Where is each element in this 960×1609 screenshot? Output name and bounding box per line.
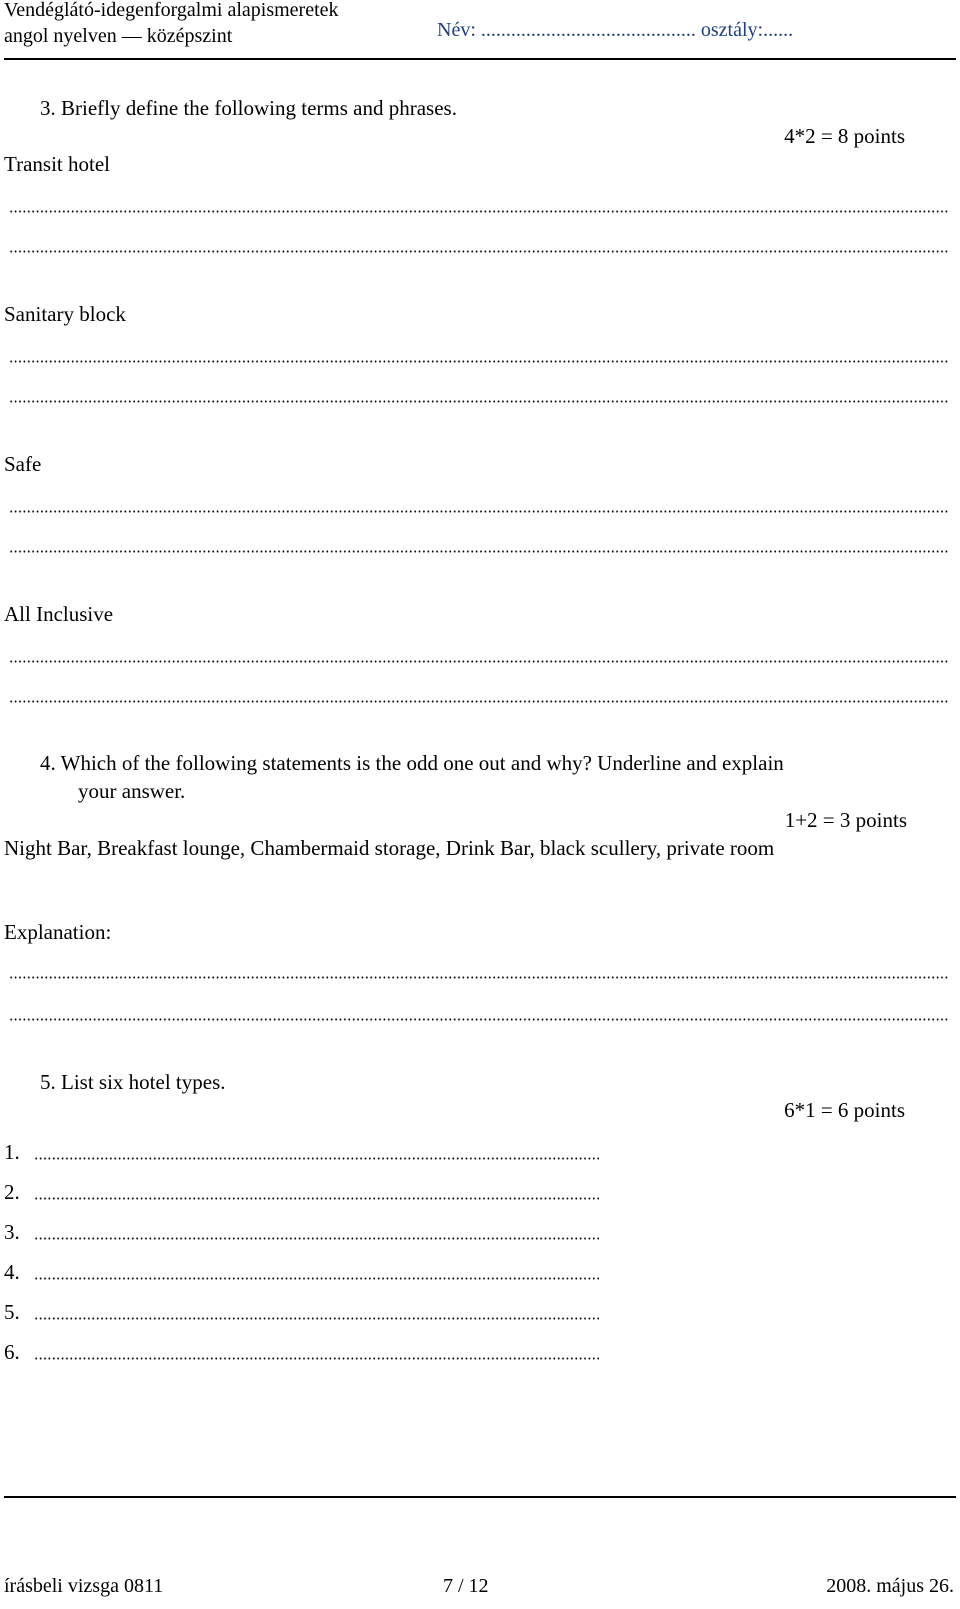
subject-title: Vendéglátó-idegenforgalmi alapismeretek [4, 0, 339, 21]
q3-answer-line[interactable] [9, 660, 950, 663]
header-rule [4, 58, 956, 60]
q4-title-continued: your answer. [78, 779, 186, 803]
q3-answer-line[interactable] [9, 360, 950, 363]
q4-statements[interactable]: Night Bar, Breakfast lounge, Chambermaid storage, Drink Bar, black scullery, private room [4, 836, 775, 860]
q3-answer-line[interactable] [9, 210, 950, 213]
q3-answer-line[interactable] [9, 700, 950, 703]
q3-term-sanitary-block: Sanitary block [4, 302, 126, 326]
item-number: 4. [4, 1260, 20, 1284]
item-number: 5. [4, 1300, 20, 1324]
q3-answer-line[interactable] [9, 550, 950, 553]
q3-answer-line[interactable] [9, 400, 950, 403]
q3-term-all-inclusive: All Inclusive [4, 602, 114, 626]
footer-exam-code: írásbeli vizsga 0811 [4, 1575, 164, 1597]
q3-title: 3. Briefly define the following terms and phrases. [40, 96, 457, 120]
item-number: 2. [4, 1180, 20, 1204]
q5-points: 6*1 = 6 points [784, 1098, 905, 1122]
q3-term-safe: Safe [4, 452, 42, 476]
q3-answer-line[interactable] [9, 250, 950, 253]
q4-answer-line[interactable] [9, 1018, 950, 1021]
q3-points: 4*2 = 8 points [784, 124, 905, 148]
answer-dots[interactable] [34, 1277, 599, 1280]
subject-level: angol nyelven — középszint [4, 25, 233, 47]
q4-answer-line[interactable] [9, 976, 950, 979]
q5-title: 5. List six hotel types. [40, 1070, 226, 1094]
answer-dots[interactable] [34, 1197, 599, 1200]
q4-points: 1+2 = 3 points [784, 808, 907, 832]
answer-dots[interactable] [34, 1357, 599, 1360]
item-number: 6. [4, 1340, 20, 1364]
name-class-field: Név: ........................................... osztály:...... [437, 19, 794, 41]
item-number: 3. [4, 1220, 20, 1244]
q4-explanation-label: Explanation: [4, 920, 112, 944]
page-number: 7 / 12 [443, 1575, 489, 1597]
q4-title: 4. Which of the following statements is the odd one out and why? Underline and explain [40, 751, 784, 775]
q3-answer-line[interactable] [9, 510, 950, 513]
answer-dots[interactable] [34, 1157, 599, 1160]
footer-date: 2008. május 26. [826, 1575, 954, 1597]
answer-dots[interactable] [34, 1237, 599, 1240]
answer-dots[interactable] [34, 1317, 599, 1320]
footer-rule [4, 1496, 956, 1498]
item-number: 1. [4, 1140, 20, 1164]
q3-term-transit-hotel: Transit hotel [4, 152, 110, 176]
